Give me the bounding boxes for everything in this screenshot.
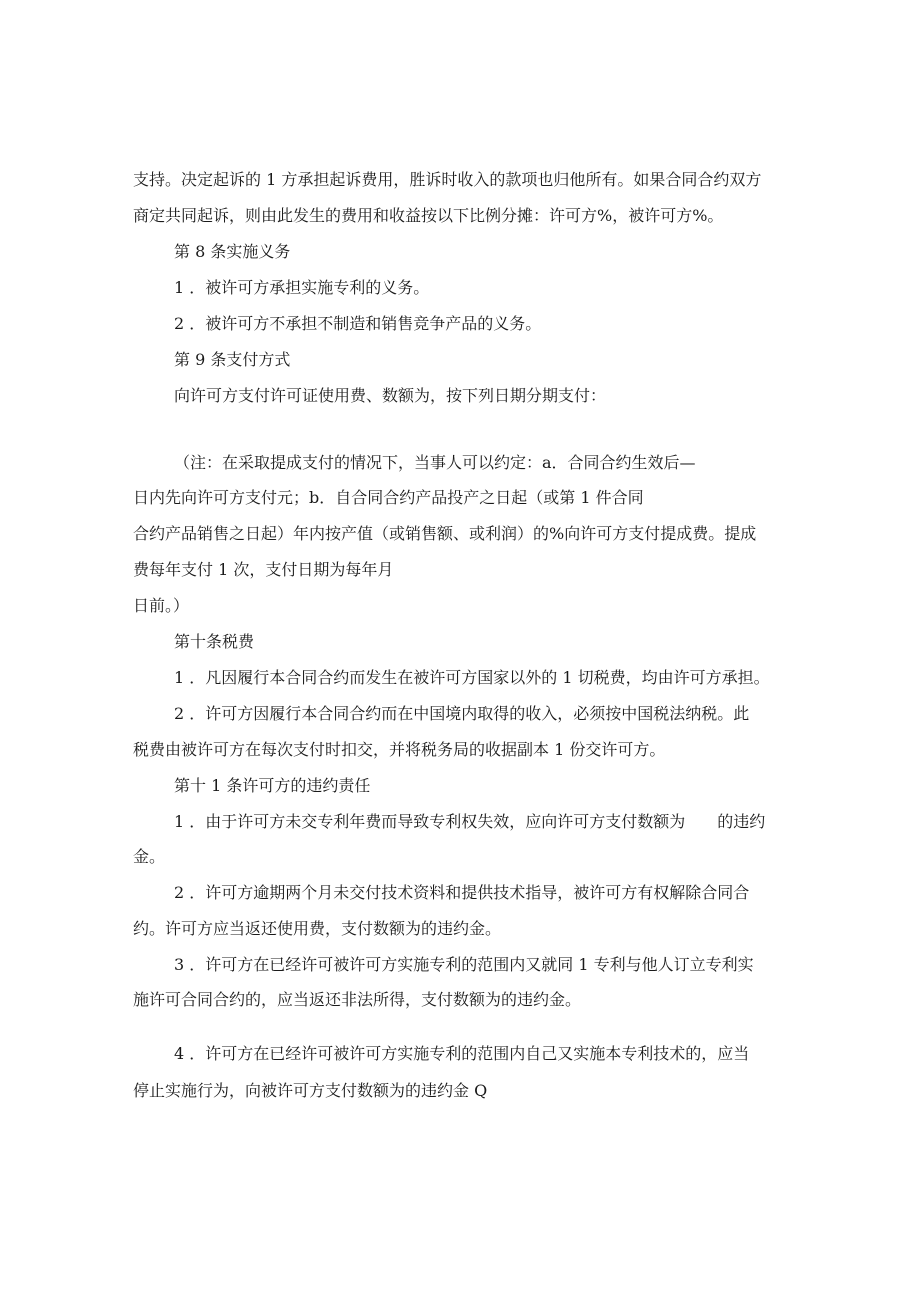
note-line: 日前。） [133, 596, 190, 615]
note-line: （注：在采取提成支付的情况下，当事人可以约定：a．合同合约生效后— [174, 453, 696, 472]
section-heading: 第十条税费 [174, 632, 255, 651]
text-line: 支持。决定起诉的 1 方承担起诉费用，胜诉时收入的款项也归他所有。如果合同合约双方 [133, 170, 762, 189]
text-line: 停止实施行为，向被许可方支付数额为的违约金 Q [133, 1081, 488, 1100]
note-line: 合约产品销售之日起）年内按产值（或销售额、或利润）的%向许可方支付提成费。提成 [133, 524, 757, 543]
list-item: 1 ．由于许可方未交专利年费而导致专利权失效，应向许可方支付数额为 的违约 [174, 812, 766, 831]
section-heading: 第 8 条实施义务 [174, 242, 291, 261]
list-item: 1 ．被许可方承担实施专利的义务。 [174, 278, 430, 297]
list-item: 2 ．许可方逾期两个月未交付技术资料和提供技术指导，被许可方有权解除合同合 [174, 883, 750, 902]
list-item: 2 ．被许可方不承担不制造和销售竞争产品的义务。 [174, 314, 542, 333]
text-line: 施许可合同合约的，应当返还非法所得，支付数额为的违约金。 [133, 990, 582, 1009]
note-line: 费每年支付 1 次，支付日期为每年月 [133, 560, 394, 579]
list-item: 1 ．凡因履行本合同合约而发生在被许可方国家以外的 1 切税费，均由许可方承担。 [174, 668, 770, 687]
text-line: 税费由被许可方在每次支付时扣交，并将税务局的收据副本 1 份交许可方。 [133, 740, 666, 759]
text-line: 金。 [133, 847, 166, 866]
list-item: 3 ．许可方在已经许可被许可方实施专利的范围内又就同 1 专利与他人订立专利实 [174, 955, 754, 974]
section-heading: 第 9 条支付方式 [174, 350, 291, 369]
text-line: 约。许可方应当返还使用费，支付数额为的违约金。 [133, 919, 502, 938]
list-item: 4 ．许可方在已经许可被许可方实施专利的范围内自己又实施本专利技术的，应当 [174, 1044, 750, 1063]
list-item: 2 ．许可方因履行本合同合约而在中国境内取得的收入，必须按中国税法纳税。此 [174, 704, 750, 723]
text-line: 向许可方支付许可证使用费、数额为，按下列日期分期支付： [174, 386, 607, 405]
section-heading: 第十 1 条许可方的违约责任 [174, 776, 371, 795]
note-line: 日内先向许可方支付元；b．自合同合约产品投产之日起（或第 1 件合同 [133, 488, 644, 507]
text-line: 商定共同起诉，则由此发生的费用和收益按以下比例分摊：许可方%，被许可方%。 [133, 206, 724, 225]
